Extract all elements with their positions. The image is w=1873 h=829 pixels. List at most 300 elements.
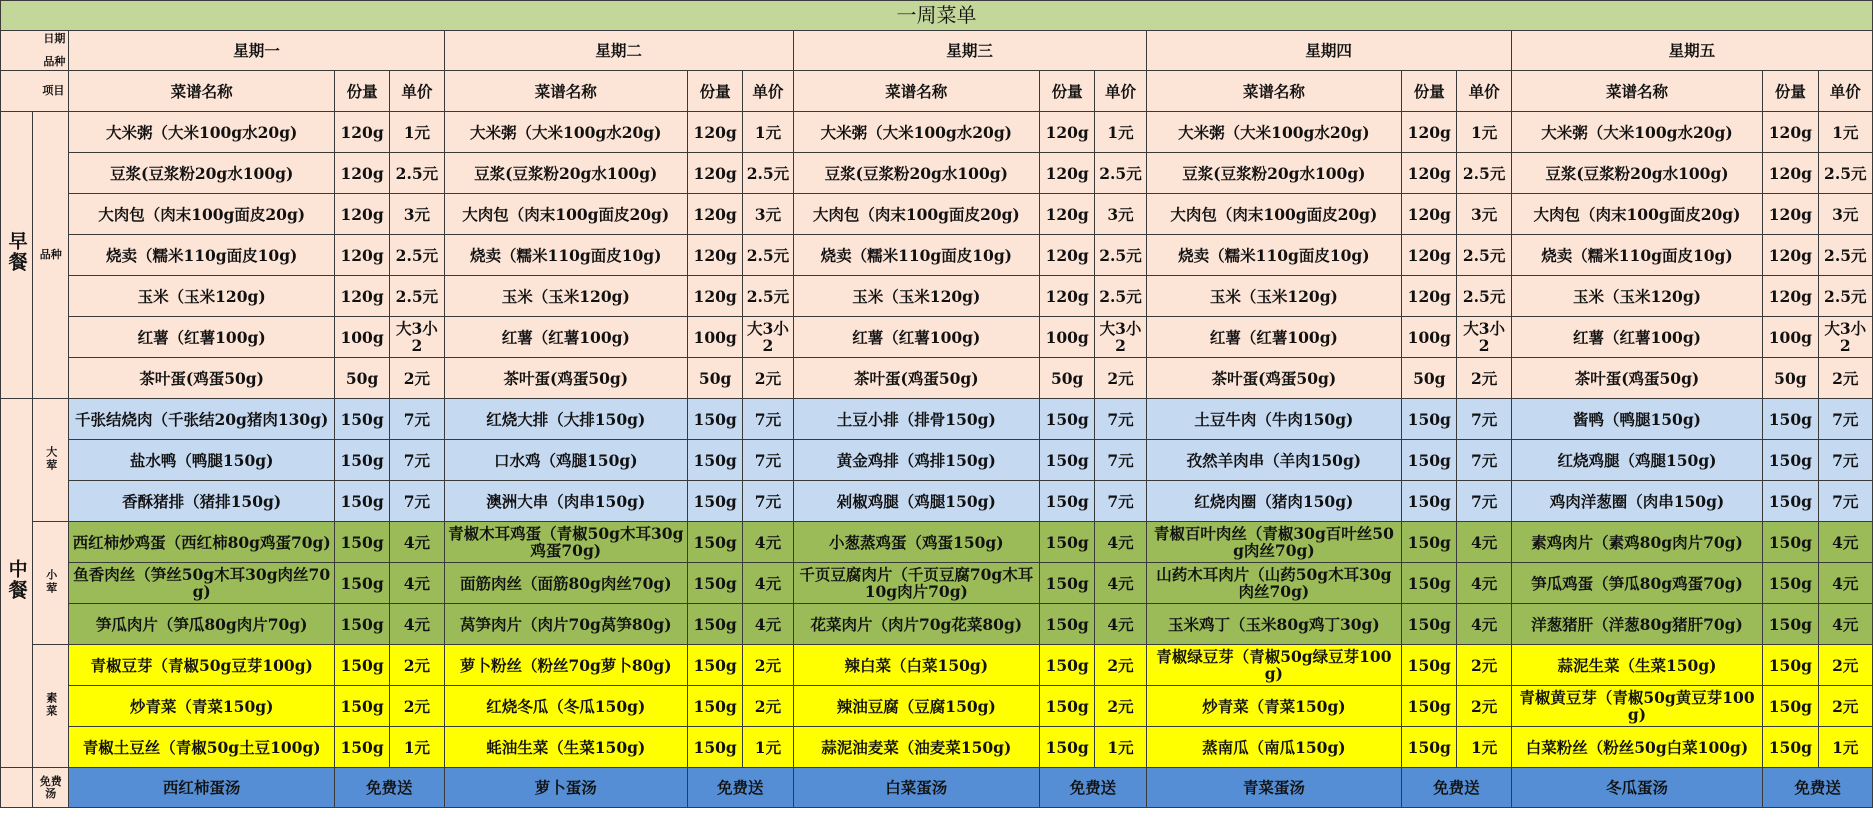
dish-portion: 100g bbox=[687, 317, 742, 358]
dish-portion: 50g bbox=[334, 358, 389, 399]
category-label-text: 素菜 bbox=[44, 691, 58, 718]
dish-portion: 120g bbox=[1040, 194, 1095, 235]
dish-portion: 150g bbox=[334, 481, 389, 522]
dish-name: 烧卖（糯米110g面皮10g) bbox=[69, 235, 335, 276]
breakfast-row bbox=[1, 358, 1873, 399]
dish-portion: 120g bbox=[1402, 235, 1457, 276]
dish-portion: 150g bbox=[687, 440, 742, 481]
dish-name: 孜然羊肉串（羊肉150g) bbox=[1146, 440, 1402, 481]
soup-row bbox=[1, 768, 1873, 808]
dish-name: 大肉包（肉末100g面皮20g) bbox=[1511, 194, 1762, 235]
breakfast-row bbox=[1, 276, 1873, 317]
dish-portion: 120g bbox=[1763, 194, 1818, 235]
dish-price: 大3小2 bbox=[390, 317, 444, 358]
dish-portion: 100g bbox=[1040, 317, 1095, 358]
dish-name: 红薯（红薯100g) bbox=[1511, 317, 1762, 358]
dish-name: 红烧大排（大排150g) bbox=[444, 399, 687, 440]
dish-name: 青椒黄豆芽（青椒50g黄豆芽100g) bbox=[1511, 686, 1762, 727]
day-header: 星期一 bbox=[69, 31, 444, 71]
dish-name: 土豆小排（排骨150g) bbox=[793, 399, 1039, 440]
dish-price: 7元 bbox=[1818, 399, 1872, 440]
dish-name: 辣油豆腐（豆腐150g) bbox=[793, 686, 1039, 727]
dish-price: 2元 bbox=[1818, 358, 1872, 399]
dish-name: 茶叶蛋(鸡蛋50g) bbox=[1511, 358, 1762, 399]
dish-portion: 150g bbox=[687, 481, 742, 522]
dish-price: 4元 bbox=[1457, 522, 1511, 563]
dish-price: 7元 bbox=[1095, 440, 1146, 481]
dish-portion: 120g bbox=[334, 235, 389, 276]
dish-name: 澳洲大串（肉串150g) bbox=[444, 481, 687, 522]
col-header-portion: 份量 bbox=[1402, 71, 1457, 112]
dish-price: 2元 bbox=[1095, 645, 1146, 686]
dish-name: 玉米（玉米120g) bbox=[1511, 276, 1762, 317]
category-label-small-meat bbox=[33, 522, 69, 645]
dish-portion: 150g bbox=[1402, 399, 1457, 440]
dish-price: 4元 bbox=[390, 604, 444, 645]
dish-price: 1元 bbox=[1095, 727, 1146, 768]
dish-portion: 150g bbox=[1763, 727, 1818, 768]
dish-portion: 120g bbox=[1040, 153, 1095, 194]
dish-price: 1元 bbox=[390, 112, 444, 153]
dish-portion: 150g bbox=[1040, 645, 1095, 686]
meal-label-lunch bbox=[1, 399, 33, 768]
dish-name: 青椒豆芽（青椒50g豆芽100g) bbox=[69, 645, 335, 686]
dish-name: 青椒绿豆芽（青椒50g绿豆芽100g) bbox=[1146, 645, 1402, 686]
dish-portion: 120g bbox=[1402, 112, 1457, 153]
dish-portion: 120g bbox=[1763, 235, 1818, 276]
dish-name: 红薯（红薯100g) bbox=[1146, 317, 1402, 358]
category-label-text: 小荤 bbox=[44, 568, 58, 595]
category-label-soup: 免费汤 bbox=[33, 768, 69, 808]
dish-name: 玉米（玉米120g) bbox=[69, 276, 335, 317]
corner-cell bbox=[1, 31, 69, 71]
dish-price: 2.5元 bbox=[390, 235, 444, 276]
dish-name: 玉米鸡丁（玉米80g鸡丁30g) bbox=[1146, 604, 1402, 645]
col-header-price: 单价 bbox=[1457, 71, 1511, 112]
dish-name: 豆浆(豆浆粉20g水100g) bbox=[793, 153, 1039, 194]
dish-portion: 120g bbox=[1763, 276, 1818, 317]
big-meat-row bbox=[1, 399, 1873, 440]
dish-name: 土豆牛肉（牛肉150g) bbox=[1146, 399, 1402, 440]
category-label-vegetable bbox=[33, 645, 69, 768]
dish-price: 大3小2 bbox=[1457, 317, 1511, 358]
soup-price: 免费送 bbox=[334, 768, 444, 808]
soup-name: 青菜蛋汤 bbox=[1146, 768, 1402, 808]
category-label-variety: 品种 bbox=[33, 112, 69, 399]
dish-name: 西红柿炒鸡蛋（西红柿80g鸡蛋70g) bbox=[69, 522, 335, 563]
dish-price: 1元 bbox=[390, 727, 444, 768]
small-meat-row bbox=[1, 604, 1873, 645]
vegetable-row bbox=[1, 686, 1873, 727]
dish-portion: 120g bbox=[687, 235, 742, 276]
dish-price: 4元 bbox=[1818, 563, 1872, 604]
dish-name: 烧卖（糯米110g面皮10g) bbox=[1511, 235, 1762, 276]
dish-portion: 150g bbox=[1763, 440, 1818, 481]
dish-portion: 150g bbox=[1763, 522, 1818, 563]
dish-portion: 120g bbox=[1763, 112, 1818, 153]
col-header-portion: 份量 bbox=[1040, 71, 1095, 112]
dish-name: 小葱蒸鸡蛋（鸡蛋150g) bbox=[793, 522, 1039, 563]
dish-name: 青椒土豆丝（青椒50g土豆100g) bbox=[69, 727, 335, 768]
breakfast-row bbox=[1, 194, 1873, 235]
dish-name: 红烧冬瓜（冬瓜150g) bbox=[444, 686, 687, 727]
dish-portion: 120g bbox=[1040, 235, 1095, 276]
dish-portion: 150g bbox=[1040, 727, 1095, 768]
dish-price: 2.5元 bbox=[1095, 276, 1146, 317]
small-meat-row bbox=[1, 522, 1873, 563]
big-meat-row bbox=[1, 481, 1873, 522]
dish-price: 4元 bbox=[390, 563, 444, 604]
dish-name: 大肉包（肉末100g面皮20g) bbox=[793, 194, 1039, 235]
dish-portion: 120g bbox=[687, 153, 742, 194]
dish-name: 素鸡肉片（素鸡80g肉片70g) bbox=[1511, 522, 1762, 563]
meal-label-text: 早餐 bbox=[5, 231, 28, 273]
dish-name: 山药木耳肉片（山药50g木耳30g肉丝70g) bbox=[1146, 563, 1402, 604]
dish-portion: 150g bbox=[1040, 481, 1095, 522]
dish-portion: 150g bbox=[687, 727, 742, 768]
soup-price: 免费送 bbox=[687, 768, 793, 808]
meal-label-breakfast bbox=[1, 112, 33, 399]
dish-name: 盐水鸭（鸭腿150g) bbox=[69, 440, 335, 481]
dish-name: 香酥猪排（猪排150g) bbox=[69, 481, 335, 522]
dish-price: 2.5元 bbox=[743, 235, 793, 276]
dish-price: 3元 bbox=[743, 194, 793, 235]
dish-name: 玉米（玉米120g) bbox=[444, 276, 687, 317]
dish-price: 7元 bbox=[1457, 440, 1511, 481]
dish-portion: 150g bbox=[687, 399, 742, 440]
dish-portion: 120g bbox=[1040, 276, 1095, 317]
dish-price: 4元 bbox=[390, 522, 444, 563]
dish-price: 7元 bbox=[1457, 481, 1511, 522]
dish-name: 大肉包（肉末100g面皮20g) bbox=[1146, 194, 1402, 235]
dish-name: 大米粥（大米100g水20g) bbox=[793, 112, 1039, 153]
dish-price: 7元 bbox=[390, 481, 444, 522]
dish-price: 1元 bbox=[1818, 727, 1872, 768]
dish-price: 4元 bbox=[1818, 604, 1872, 645]
category-label-big-meat bbox=[33, 399, 69, 522]
dish-price: 2.5元 bbox=[390, 276, 444, 317]
dish-price: 4元 bbox=[743, 604, 793, 645]
dish-name: 笋瓜肉片（笋瓜80g肉片70g) bbox=[69, 604, 335, 645]
meal-label-text: 中餐 bbox=[5, 559, 28, 601]
dish-portion: 150g bbox=[334, 522, 389, 563]
dish-portion: 150g bbox=[1402, 563, 1457, 604]
dish-price: 2.5元 bbox=[1095, 153, 1146, 194]
dish-portion: 120g bbox=[1763, 153, 1818, 194]
dish-name: 烧卖（糯米110g面皮10g) bbox=[1146, 235, 1402, 276]
dish-portion: 120g bbox=[687, 112, 742, 153]
col-header-price: 单价 bbox=[390, 71, 444, 112]
dish-price: 4元 bbox=[1457, 604, 1511, 645]
dish-portion: 150g bbox=[334, 645, 389, 686]
dish-price: 2.5元 bbox=[1818, 276, 1872, 317]
dish-portion: 150g bbox=[1040, 604, 1095, 645]
dish-price: 2元 bbox=[390, 358, 444, 399]
dish-price: 4元 bbox=[1457, 563, 1511, 604]
dish-portion: 150g bbox=[1763, 645, 1818, 686]
dish-price: 7元 bbox=[743, 440, 793, 481]
dish-name: 烧卖（糯米110g面皮10g) bbox=[444, 235, 687, 276]
dish-price: 7元 bbox=[1457, 399, 1511, 440]
dish-name: 蒜泥生菜（生菜150g) bbox=[1511, 645, 1762, 686]
dish-name: 花菜肉片（肉片70g花菜80g) bbox=[793, 604, 1039, 645]
big-meat-row bbox=[1, 440, 1873, 481]
dish-price: 2元 bbox=[1095, 358, 1146, 399]
dish-portion: 150g bbox=[1763, 399, 1818, 440]
dish-name: 口水鸡（鸡腿150g) bbox=[444, 440, 687, 481]
dish-portion: 120g bbox=[334, 194, 389, 235]
day-header: 星期五 bbox=[1511, 31, 1872, 71]
vegetable-row bbox=[1, 727, 1873, 768]
dish-price: 2元 bbox=[1818, 645, 1872, 686]
dish-portion: 150g bbox=[687, 563, 742, 604]
corner-date-label: 日期 bbox=[43, 32, 66, 45]
col-header-price: 单价 bbox=[1095, 71, 1146, 112]
dish-name: 青椒百叶肉丝（青椒30g百叶丝50g肉丝70g) bbox=[1146, 522, 1402, 563]
dish-name: 面筋肉丝（面筋80g肉丝70g) bbox=[444, 563, 687, 604]
corner-item-label: 项目 bbox=[1, 71, 69, 112]
dish-price: 2元 bbox=[1457, 358, 1511, 399]
dish-price: 2.5元 bbox=[1818, 235, 1872, 276]
day-header: 星期四 bbox=[1146, 31, 1511, 71]
col-header-name: 菜谱名称 bbox=[69, 71, 335, 112]
dish-portion: 150g bbox=[1763, 563, 1818, 604]
vegetable-row bbox=[1, 645, 1873, 686]
dish-name: 白菜粉丝（粉丝50g白菜100g) bbox=[1511, 727, 1762, 768]
dish-name: 红薯（红薯100g) bbox=[444, 317, 687, 358]
dish-name: 鸡肉洋葱圈（肉串150g) bbox=[1511, 481, 1762, 522]
dish-name: 烧卖（糯米110g面皮10g) bbox=[793, 235, 1039, 276]
dish-portion: 150g bbox=[1402, 727, 1457, 768]
dish-price: 3元 bbox=[390, 194, 444, 235]
dish-portion: 150g bbox=[1040, 399, 1095, 440]
dish-portion: 100g bbox=[1402, 317, 1457, 358]
dish-portion: 100g bbox=[1763, 317, 1818, 358]
dish-price: 2元 bbox=[390, 645, 444, 686]
dish-name: 笋瓜鸡蛋（笋瓜80g鸡蛋70g) bbox=[1511, 563, 1762, 604]
dish-price: 2.5元 bbox=[743, 276, 793, 317]
col-header-name: 菜谱名称 bbox=[1511, 71, 1762, 112]
dish-portion: 50g bbox=[1402, 358, 1457, 399]
col-header-name: 菜谱名称 bbox=[1146, 71, 1402, 112]
dish-price: 1元 bbox=[743, 727, 793, 768]
corner-variety-label: 品种 bbox=[43, 55, 66, 68]
dish-name: 大肉包（肉末100g面皮20g) bbox=[69, 194, 335, 235]
dish-name: 大肉包（肉末100g面皮20g) bbox=[444, 194, 687, 235]
dish-price: 2.5元 bbox=[390, 153, 444, 194]
dish-portion: 150g bbox=[1040, 522, 1095, 563]
dish-portion: 150g bbox=[1040, 563, 1095, 604]
dish-name: 千张结烧肉（千张结20g猪肉130g) bbox=[69, 399, 335, 440]
dish-name: 炒青菜（青菜150g) bbox=[1146, 686, 1402, 727]
dish-name: 大米粥（大米100g水20g) bbox=[1511, 112, 1762, 153]
dish-portion: 150g bbox=[334, 563, 389, 604]
soup-name: 白菜蛋汤 bbox=[793, 768, 1039, 808]
dish-name: 茶叶蛋(鸡蛋50g) bbox=[69, 358, 335, 399]
dish-name: 剁椒鸡腿（鸡腿150g) bbox=[793, 481, 1039, 522]
day-header: 星期三 bbox=[793, 31, 1146, 71]
soup-price: 免费送 bbox=[1040, 768, 1147, 808]
dish-name: 豆浆(豆浆粉20g水100g) bbox=[444, 153, 687, 194]
dish-name: 鱼香肉丝（笋丝50g木耳30g肉丝70g) bbox=[69, 563, 335, 604]
dish-name: 豆浆(豆浆粉20g水100g) bbox=[69, 153, 335, 194]
soup-name: 冬瓜蛋汤 bbox=[1511, 768, 1762, 808]
dish-price: 7元 bbox=[390, 440, 444, 481]
dish-price: 7元 bbox=[1095, 399, 1146, 440]
breakfast-row bbox=[1, 317, 1873, 358]
dish-price: 4元 bbox=[743, 563, 793, 604]
dish-portion: 150g bbox=[1040, 440, 1095, 481]
dish-portion: 120g bbox=[334, 276, 389, 317]
dish-portion: 120g bbox=[1402, 276, 1457, 317]
soup-name: 西红柿蛋汤 bbox=[69, 768, 335, 808]
soup-price: 免费送 bbox=[1763, 768, 1873, 808]
dish-name: 豆浆(豆浆粉20g水100g) bbox=[1146, 153, 1402, 194]
dish-price: 1元 bbox=[1457, 112, 1511, 153]
dish-portion: 150g bbox=[334, 604, 389, 645]
dish-portion: 50g bbox=[687, 358, 742, 399]
dish-portion: 150g bbox=[1763, 481, 1818, 522]
dish-name: 洋葱猪肝（洋葱80g猪肝70g) bbox=[1511, 604, 1762, 645]
dish-price: 2元 bbox=[743, 645, 793, 686]
col-header-name: 菜谱名称 bbox=[444, 71, 687, 112]
dish-price: 2元 bbox=[1818, 686, 1872, 727]
dish-price: 7元 bbox=[743, 399, 793, 440]
dish-price: 2元 bbox=[743, 686, 793, 727]
col-header-portion: 份量 bbox=[1763, 71, 1818, 112]
col-header-price: 单价 bbox=[743, 71, 793, 112]
soup-price: 免费送 bbox=[1402, 768, 1512, 808]
dish-name: 萝卜粉丝（粉丝70g萝卜80g) bbox=[444, 645, 687, 686]
dish-price: 7元 bbox=[390, 399, 444, 440]
small-meat-row bbox=[1, 563, 1873, 604]
dish-price: 2.5元 bbox=[1457, 276, 1511, 317]
dish-price: 大3小2 bbox=[743, 317, 793, 358]
dish-portion: 150g bbox=[334, 727, 389, 768]
dish-name: 黄金鸡排（鸡排150g) bbox=[793, 440, 1039, 481]
dish-portion: 150g bbox=[1402, 481, 1457, 522]
col-header-name: 菜谱名称 bbox=[793, 71, 1039, 112]
dish-price: 2.5元 bbox=[743, 153, 793, 194]
dish-name: 大米粥（大米100g水20g) bbox=[1146, 112, 1402, 153]
soup-name: 萝卜蛋汤 bbox=[444, 768, 687, 808]
dish-price: 3元 bbox=[1818, 194, 1872, 235]
dish-price: 7元 bbox=[1818, 481, 1872, 522]
dish-price: 大3小2 bbox=[1095, 317, 1146, 358]
dish-name: 茶叶蛋(鸡蛋50g) bbox=[1146, 358, 1402, 399]
dish-name: 红薯（红薯100g) bbox=[69, 317, 335, 358]
dish-portion: 120g bbox=[687, 194, 742, 235]
dish-price: 2元 bbox=[1457, 645, 1511, 686]
col-header-portion: 份量 bbox=[334, 71, 389, 112]
dish-portion: 120g bbox=[1402, 153, 1457, 194]
dish-price: 4元 bbox=[1095, 563, 1146, 604]
dish-portion: 100g bbox=[334, 317, 389, 358]
dish-price: 2元 bbox=[1457, 686, 1511, 727]
dish-portion: 150g bbox=[1763, 686, 1818, 727]
dish-portion: 150g bbox=[687, 645, 742, 686]
dish-price: 2.5元 bbox=[1095, 235, 1146, 276]
dish-price: 2元 bbox=[1095, 686, 1146, 727]
dish-name: 千页豆腐肉片（千页豆腐70g木耳10g肉片70g) bbox=[793, 563, 1039, 604]
dish-name: 蚝油生菜（生菜150g) bbox=[444, 727, 687, 768]
dish-portion: 50g bbox=[1763, 358, 1818, 399]
dish-name: 青椒木耳鸡蛋（青椒50g木耳30g鸡蛋70g) bbox=[444, 522, 687, 563]
dish-portion: 150g bbox=[687, 604, 742, 645]
breakfast-row bbox=[1, 153, 1873, 194]
dish-name: 大米粥（大米100g水20g) bbox=[69, 112, 335, 153]
dish-price: 4元 bbox=[1095, 604, 1146, 645]
dish-portion: 150g bbox=[1402, 645, 1457, 686]
dish-name: 辣白菜（白菜150g) bbox=[793, 645, 1039, 686]
breakfast-row bbox=[1, 112, 1873, 153]
day-header: 星期二 bbox=[444, 31, 793, 71]
dish-portion: 150g bbox=[687, 686, 742, 727]
dish-price: 2.5元 bbox=[1818, 153, 1872, 194]
dish-portion: 150g bbox=[1402, 440, 1457, 481]
dish-portion: 150g bbox=[1763, 604, 1818, 645]
dish-name: 红薯（红薯100g) bbox=[793, 317, 1039, 358]
dish-price: 1元 bbox=[1818, 112, 1872, 153]
dish-price: 7元 bbox=[1095, 481, 1146, 522]
dish-portion: 120g bbox=[687, 276, 742, 317]
dish-name: 红烧鸡腿（鸡腿150g) bbox=[1511, 440, 1762, 481]
dish-portion: 50g bbox=[1040, 358, 1095, 399]
dish-portion: 120g bbox=[1402, 194, 1457, 235]
dish-price: 4元 bbox=[1818, 522, 1872, 563]
dish-portion: 150g bbox=[334, 440, 389, 481]
dish-price: 1元 bbox=[1095, 112, 1146, 153]
dish-portion: 120g bbox=[1040, 112, 1095, 153]
soup-meal-spacer bbox=[1, 768, 33, 808]
dish-name: 玉米（玉米120g) bbox=[1146, 276, 1402, 317]
breakfast-row bbox=[1, 235, 1873, 276]
dish-portion: 150g bbox=[334, 686, 389, 727]
col-header-price: 单价 bbox=[1818, 71, 1872, 112]
dish-portion: 150g bbox=[1402, 604, 1457, 645]
dish-name: 豆浆(豆浆粉20g水100g) bbox=[1511, 153, 1762, 194]
dish-price: 2元 bbox=[390, 686, 444, 727]
dish-name: 莴笋肉片（肉片70g莴笋80g) bbox=[444, 604, 687, 645]
dish-price: 3元 bbox=[1095, 194, 1146, 235]
dish-name: 蒸南瓜（南瓜150g) bbox=[1146, 727, 1402, 768]
dish-price: 4元 bbox=[1095, 522, 1146, 563]
dish-name: 酱鸭（鸭腿150g) bbox=[1511, 399, 1762, 440]
page-title: 一周菜单 bbox=[1, 1, 1873, 31]
dish-price: 大3小2 bbox=[1818, 317, 1872, 358]
dish-price: 1元 bbox=[1457, 727, 1511, 768]
dish-portion: 150g bbox=[334, 399, 389, 440]
dish-portion: 120g bbox=[334, 153, 389, 194]
dish-price: 1元 bbox=[743, 112, 793, 153]
dish-name: 大米粥（大米100g水20g) bbox=[444, 112, 687, 153]
dish-name: 玉米（玉米120g) bbox=[793, 276, 1039, 317]
dish-price: 2.5元 bbox=[1457, 153, 1511, 194]
dish-portion: 120g bbox=[334, 112, 389, 153]
dish-price: 2.5元 bbox=[1457, 235, 1511, 276]
dish-name: 炒青菜（青菜150g) bbox=[69, 686, 335, 727]
dish-name: 蒜泥油麦菜（油麦菜150g) bbox=[793, 727, 1039, 768]
dish-price: 7元 bbox=[743, 481, 793, 522]
dish-price: 2元 bbox=[743, 358, 793, 399]
dish-price: 3元 bbox=[1457, 194, 1511, 235]
dish-portion: 150g bbox=[1040, 686, 1095, 727]
dish-portion: 150g bbox=[1402, 522, 1457, 563]
dish-portion: 150g bbox=[1402, 686, 1457, 727]
col-header-portion: 份量 bbox=[687, 71, 742, 112]
dish-portion: 150g bbox=[687, 522, 742, 563]
dish-price: 7元 bbox=[1818, 440, 1872, 481]
